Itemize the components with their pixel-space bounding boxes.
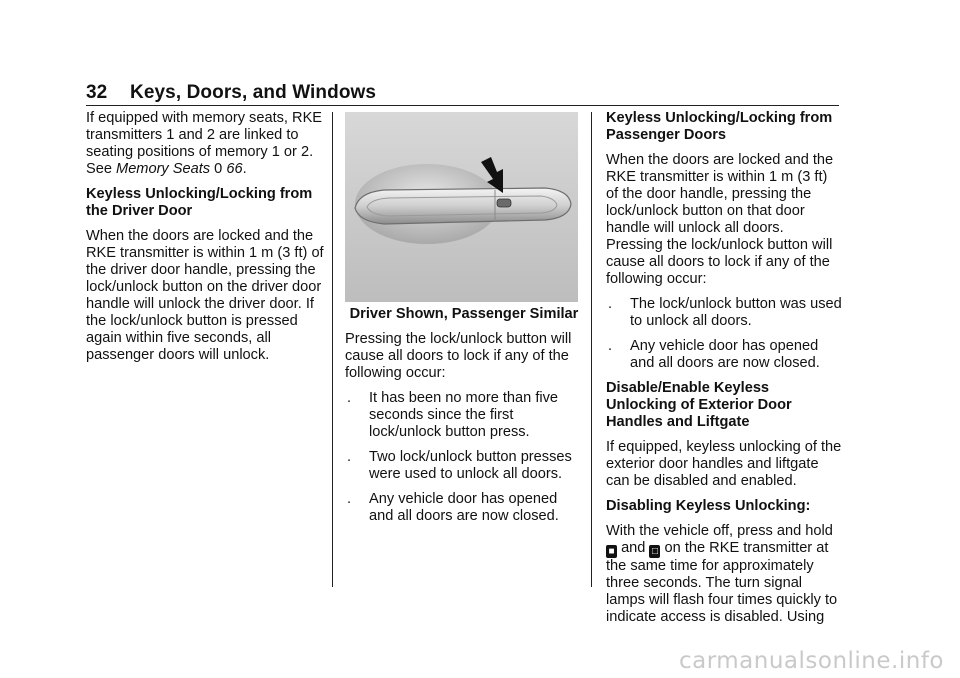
bullet-icon: . [347,449,352,465]
door-handle-illustration [345,112,578,302]
list-item: . Any vehicle door has opened and all doors are now closed. [347,491,559,524]
driver-door-heading: Keyless Unlocking/Locking from the Driver Door [86,186,313,219]
bullet-icon: . [608,296,613,312]
bullet-icon: . [347,390,352,406]
page-ref-icon: 0 [214,161,223,177]
list-item: . It has been no more than five seconds since the first lock/unlock button press. [347,390,559,440]
driver-door-paragraph: When the doors are locked and the RKE transmitter is within 1 m (3 ft) of the driver door handle, pressing the lock/unlock button on the driver door handle will unlock the driver door. If the lock/unlock button is pressed again within five seconds, all passenger doors will unlock. [86,228,324,363]
lock-conditions-paragraph: Pressing the lock/unlock button will cause all doors to lock if any of the following occur: [345,331,572,381]
memory-seats-page[interactable]: 66 [226,161,243,177]
header-rule [86,105,839,106]
page-header [86,82,376,104]
bullet-icon: . [608,338,613,354]
lock-icon: ■ [606,545,617,558]
disabling-heading: Disabling Keyless Unlocking: [606,498,811,514]
section-title: Keys, Doors, and Windows [130,82,377,103]
figure-caption: Driver Shown, Passenger Similar [349,306,579,322]
memory-seats-paragraph: If equipped with memory seats, RKE transmitters 1 and 2 are linked to seating positions of memory 1 or 2. See Memory Seats 0 66. [86,110,323,177]
page-number: 32 [86,82,108,103]
list-item: . The lock/unlock button was used to unlock all doors. [608,296,842,329]
passenger-doors-paragraph: When the doors are locked and the RKE transmitter is within 1 m (3 ft) of the door handle, pressing the lock/unlock button on that door handle will unlock all doors. Pressing the lock/unlock button will cause all doors to lock if any of the following occur: [606,152,834,287]
bullet-icon: . [347,491,352,507]
column-1 [86,110,326,372]
watermark: carmanualsonline.info [678,648,944,674]
column-divider [332,112,333,587]
column-2 [345,110,583,533]
disabling-paragraph: With the vehicle off, press and hold ■ and □ on the RKE transmitter at the same time for approximately three seconds. The turn signal lamps will flash four times quickly to indicate access is disabled. Using [606,523,838,625]
disable-enable-paragraph: If equipped, keyless unlocking of the exterior door handles and liftgate can be disabled and enabled. [606,439,842,489]
passenger-doors-heading: Keyless Unlocking/Locking from Passenger Doors [606,110,833,143]
disable-enable-heading: Disable/Enable Keyless Unlocking of Exterior Door Handles and Liftgate [606,380,792,430]
memory-seats-link[interactable]: Memory Seats [116,161,211,177]
list-item: . Two lock/unlock button presses were used to unlock all doors. [347,449,572,482]
unlock-icon: □ [649,545,660,558]
list-item: . Any vehicle door has opened and all doors are now closed. [608,338,820,371]
column-3 [606,110,842,634]
column-divider [591,112,592,587]
